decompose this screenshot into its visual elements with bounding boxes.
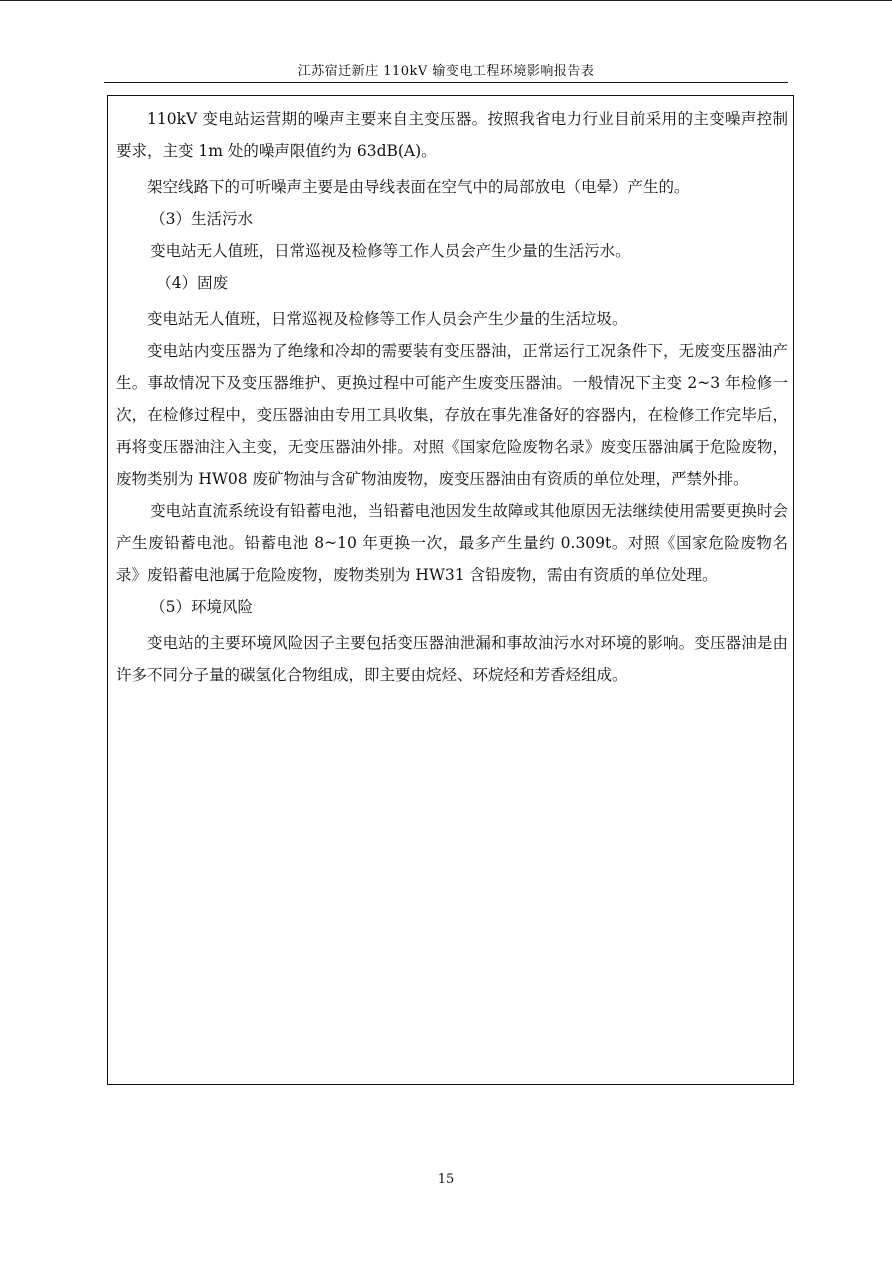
paragraph-transformer-oil: 变电站内变压器为了绝缘和冷却的需要装有变压器油，正常运行工况条件下，无废变压器油产生。事故情况下及变压器维护、更换过程中可能产生废变压器油。一般情况下主变 2~3 年检修一次，在检修过程中，变压器油由专用工具收集，存放在事先准备好的容器内，在检修工作完毕后，再将变压器油注入主变，无变压器油外排。对照《国家危险废物名录》废变压器油属于危险废物，废物类别为 HW08 废矿物油与含矿物油废物，废变压器油由有资质的单位处理，严禁外排。 bbox=[116, 342, 788, 488]
page-top-border bbox=[0, 0, 892, 1]
running-header: 江苏宿迁新庄 110kV 输变电工程环境影响报告表 bbox=[297, 64, 595, 79]
heading-domestic-sewage: （3）生活污水 bbox=[150, 210, 253, 228]
document-body bbox=[116, 103, 788, 691]
paragraph-line-noise: 架空线路下的可听噪声主要是由导线表面在空气中的局部放电（电晕）产生的。 bbox=[147, 178, 690, 196]
paragraph-domestic-sewage: 变电站无人值班，日常巡视及检修等工作人员会产生少量的生活污水。 bbox=[150, 242, 631, 260]
paragraph-domestic-garbage: 变电站无人值班，日常巡视及检修等工作人员会产生少量的生活垃圾。 bbox=[147, 310, 628, 328]
page-number: 15 bbox=[437, 1172, 455, 1187]
paragraph-substation-noise: 110kV 变电站运营期的噪声主要来自主变压器。按照我省电力行业目前采用的主变噪声控制要求，主变 1m 处的噪声限值约为 63dB(A)。 bbox=[116, 110, 788, 160]
paragraph-lead-battery: 变电站直流系统设有铅蓄电池，当铅蓄电池因发生故障或其他原因无法继续使用需要更换时会产生废铅蓄电池。铅蓄电池 8~10 年更换一次，最多产生量约 0.309t。对照《国家危险废物名录》废铅蓄电池属于危险废物，废物类别为 HW31 含铅废物，需由有资质的单位处理。 bbox=[116, 502, 788, 584]
heading-environmental-risk: （5）环境风险 bbox=[150, 598, 253, 616]
heading-solid-waste: （4）固废 bbox=[156, 274, 229, 292]
header-rule bbox=[104, 82, 788, 83]
paragraph-environmental-risk: 变电站的主要环境风险因子主要包括变压器油泄漏和事故油污水对环境的影响。变压器油是由许多不同分子量的碳氢化合物组成，即主要由烷烃、环烷烃和芳香烃组成。 bbox=[116, 634, 788, 684]
